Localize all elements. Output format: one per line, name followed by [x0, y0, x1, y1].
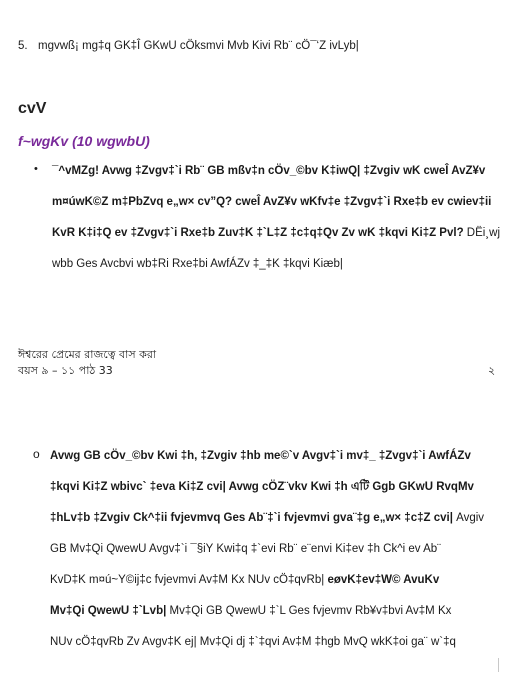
bullet-paragraph-intro	[52, 156, 500, 280]
text-run: ‡hLv‡b ‡Zvgiv Ck^‡ii fvjevmvq Ges Ab¨‡`i fvjevmvi gva¨‡g e„w× ‡c‡Z cvi|	[50, 512, 457, 524]
text-run: Mv‡Qi QwewU ‡`Lvb|	[50, 605, 170, 617]
paragraph-line	[50, 565, 484, 596]
bullet-marker: •	[34, 163, 38, 175]
paragraph-line	[50, 503, 484, 534]
item-text: mgvwß¡ mg‡q GK‡Î GKwU cÖksmvi Mvb Kivi Rb¨ cÖ¯‘Z ivLyb|	[38, 40, 359, 52]
text-run: Avwg GB cÖv_©bv Kwi ‡h, ‡Zvgiv ‡hb me©`v Avgv‡`i mv‡_ ‡Zvgv‡`i AwfÁZv	[50, 450, 471, 462]
text-run: Avgiv	[456, 512, 485, 524]
text-run: GB Mv‡Qi QwewU Avgv‡`i ¯§iY Kwi‡q ‡`evi Rb¨ e¨envi Ki‡ev ‡h Ck^i ev Ab¨	[50, 543, 441, 555]
running-header-title: ঈশ্বরের প্রেমের রাজত্বে বাস করা	[18, 348, 157, 361]
paragraph-line	[52, 187, 500, 218]
margin-mark	[498, 658, 499, 672]
paragraph-line	[50, 627, 484, 658]
sub-bullet-marker: o	[33, 447, 40, 461]
paragraph-line	[50, 534, 484, 565]
paragraph-line	[50, 441, 484, 472]
text-run: Mv‡Qi GB QwewU ‡`L Ges fvjevmv Rb¥v‡bvi Av‡M Kx	[169, 605, 452, 617]
text-run: eøvK‡ev‡W© AvuKv	[327, 574, 440, 586]
text-run: wbb Ges Avcbvi wb‡Ri Rxe‡bi AwfÁZv ‡_‡K ‡kqvi Kiæb|	[52, 258, 343, 270]
text-run: m¤úwK©Z m‡PbZvq e„w× cv”Q? cweÎ AvZ¥v wKfv‡e ‡Zvgv‡`i Rxe‡b ev cwiev‡ii	[52, 196, 492, 208]
text-run: NUv cÖ‡qvRb Zv Avgv‡K ej| Mv‡Qi dj ‡`‡qvi Av‡M ‡hgb MvQ wkK‡oi ga¨ w`‡q	[50, 636, 456, 648]
bullet-paragraph-prayer	[50, 441, 484, 658]
paragraph-line	[52, 156, 500, 187]
numbered-item-5	[18, 40, 359, 52]
page-number: ২	[488, 364, 496, 377]
text-run: KvD‡K m¤ú~Y©ij‡c fvjevmvi Av‡M Kx NUv cÖ‡qvRb|	[50, 574, 328, 586]
item-number: 5.	[18, 40, 28, 52]
paragraph-line	[52, 249, 500, 280]
text-run: KvR K‡i‡Q ev ‡Zvgv‡`i Rxe‡b Zuv‡K ‡`L‡Z ‡c‡q‡Qv Zv wK ‡kqvi Ki‡Z Pvl?	[52, 227, 467, 239]
running-header-meta: বয়স ৯ – ১১ পাঠ 33	[18, 364, 113, 377]
paragraph-line	[52, 218, 500, 249]
section-subheading: f~wgKv (10 wgwbU)	[18, 133, 150, 149]
paragraph-line	[50, 472, 484, 503]
paragraph-line	[50, 596, 484, 627]
text-run: ¯^vMZg! Avwg ‡Zvgv‡`i Rb¨ GB mßv‡n cÖv_©bv K‡iwQ| ‡Zvgiv wK cweÎ AvZ¥v	[52, 165, 486, 177]
section-heading: cvV	[18, 100, 47, 117]
text-run: DËi¸wj	[466, 227, 501, 239]
text-run: ‡kqvi Ki‡Z wbivc` ‡eva Ki‡Z cvi| Avwg cÖZ¨vkv Kwi ‡h এটি Ggb GKwU RvqMv	[50, 481, 474, 493]
